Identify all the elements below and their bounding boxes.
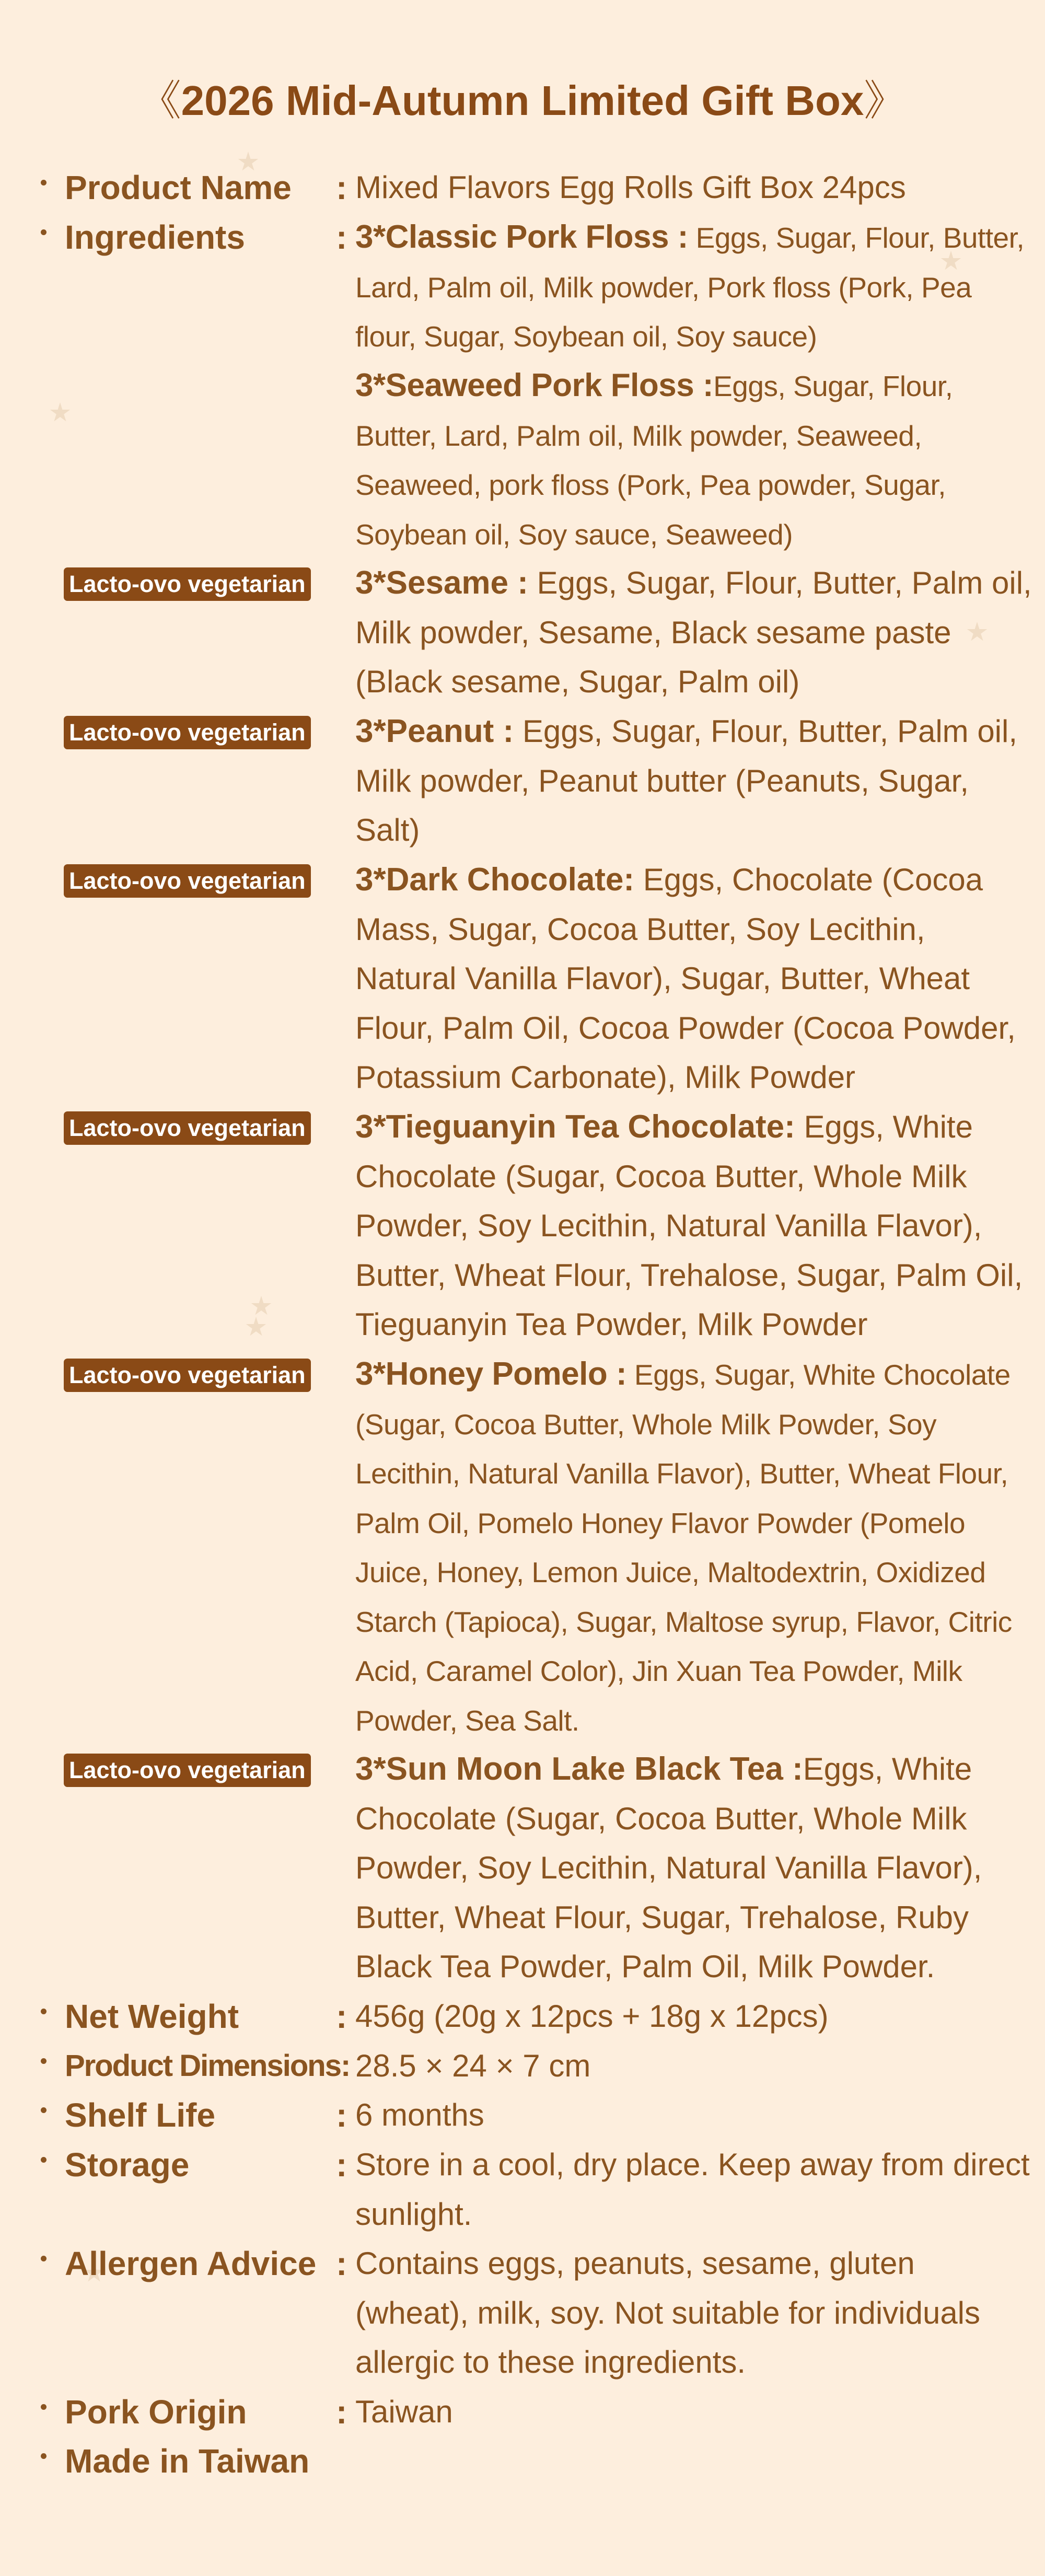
ingredient-name: 3*Sesame : xyxy=(355,565,528,601)
bullet-icon xyxy=(41,180,47,185)
bullet-icon xyxy=(41,2009,47,2014)
shelf-life-value: 6 months xyxy=(355,2097,484,2132)
ingredient-text: Eggs, Sugar, Flour, Butter, Palm oil, Milk powder, Sesame, Black sesame paste (Black sesame, Sugar, Palm oil) xyxy=(355,565,1032,699)
title-text: 2026 Mid-Autumn Limited Gift Box xyxy=(181,77,864,124)
colon: : xyxy=(336,2393,347,2431)
ingredient-text: Eggs, Sugar, White Chocolate (Sugar, Cocoa Butter, Whole Milk Powder, Soy Lecithin, Natural Vanilla Flavor), Butter, Wheat Flour, Palm Oil, Pomelo Honey Flavor Powder (Pomelo Juice, Honey, Lemon Juice, Maltodextrin, Oxidized Starch (Tapioca), Sugar, Maltose syrup, Flavor, Citric Acid, Caramel Color), Jin Xuan Tea Powder, Milk Powder, Sea Salt. xyxy=(355,1359,1012,1737)
ingredient-text: Eggs, Sugar, Flour, Butter, Lard, Palm oil, Milk powder, Pork floss (Pork, Pea flour, Sugar, Soybean oil, Soy sauce) xyxy=(355,222,1025,353)
bullet-icon xyxy=(41,2256,47,2261)
storage-label: Storage xyxy=(65,2146,190,2184)
bullet-icon xyxy=(41,229,47,235)
ingredient-name: 3*Honey Pomelo : xyxy=(355,1356,627,1392)
vegetarian-badge: Lacto-ovo vegetarian xyxy=(64,1754,311,1787)
bullet-icon xyxy=(41,2404,47,2410)
title-close-bracket: 》 xyxy=(864,77,906,124)
ingredient-honey-pomelo xyxy=(355,1350,1035,1745)
ingredient-sun-moon-lake-black-tea xyxy=(355,1745,1035,1992)
vegetarian-badge: Lacto-ovo vegetarian xyxy=(64,1359,311,1392)
storage-value: Store in a cool, dry place. Keep away from direct sunlight. xyxy=(355,2147,1030,2232)
shelf-life-label: Shelf Life xyxy=(65,2096,216,2134)
dimensions-value: 28.5 × 24 × 7 cm xyxy=(355,2048,591,2083)
made-in-label: Made in Taiwan xyxy=(65,2442,310,2480)
colon: : xyxy=(336,2146,347,2184)
ingredient-classic-pork-floss xyxy=(355,213,1035,362)
ingredient-text: Eggs, White Chocolate (Sugar, Cocoa Butter, Whole Milk Powder, Soy Lecithin, Natural Vanilla Flavor), Butter, Wheat Flour, Trehalose, Sugar, Palm Oil, Tieguanyin Tea Powder, Milk Powder xyxy=(355,1109,1023,1342)
ingredient-dark-chocolate xyxy=(355,855,1035,1103)
ingredient-text: Eggs, Sugar, Flour, Butter, Palm oil, Milk powder, Peanut butter (Peanuts, Sugar, Salt) xyxy=(355,714,1018,848)
ingredient-name: 3*Seaweed Pork Floss : xyxy=(355,367,714,403)
pork-origin-label: Pork Origin xyxy=(65,2393,247,2431)
product-name-value: Mixed Flavors Egg Rolls Gift Box 24pcs xyxy=(355,170,906,205)
ingredient-seaweed-pork-floss xyxy=(355,361,1035,559)
bullet-icon xyxy=(41,2157,47,2163)
bullet-icon xyxy=(41,2107,47,2113)
ingredient-peanut xyxy=(355,707,1035,855)
vegetarian-badge: Lacto-ovo vegetarian xyxy=(64,864,311,898)
dimensions-label: Product Dimensions: xyxy=(65,2049,350,2083)
net-weight-label: Net Weight xyxy=(65,1998,239,2035)
ingredient-name: 3*Tieguanyin Tea Chocolate: xyxy=(355,1109,795,1145)
vegetarian-badge: Lacto-ovo vegetarian xyxy=(64,1111,311,1145)
ingredient-name: 3*Dark Chocolate: xyxy=(355,862,635,898)
net-weight-value: 456g (20g x 12pcs + 18g x 12pcs) xyxy=(355,1999,829,2034)
vegetarian-badge: Lacto-ovo vegetarian xyxy=(64,716,311,749)
bullet-icon xyxy=(41,2058,47,2064)
bullet-icon xyxy=(41,2453,47,2459)
ingredient-tieguanyin-tea-chocolate xyxy=(355,1103,1035,1350)
page-title xyxy=(0,67,1045,127)
vegetarian-badge: Lacto-ovo vegetarian xyxy=(64,567,311,601)
ingredient-text: Eggs, Sugar, Flour, Butter, Lard, Palm oil, Milk powder, Seaweed, Seaweed, pork floss (Pork, Pea powder, Sugar, Soybean oil, Soy sauce, Seaweed) xyxy=(355,370,953,551)
background-star-icon xyxy=(251,1296,272,1317)
ingredient-name: 3*Sun Moon Lake Black Tea : xyxy=(355,1751,803,1787)
allergen-label: Allergen Advice xyxy=(65,2245,317,2282)
product-name-label: Product Name xyxy=(65,169,292,206)
ingredient-text: Eggs, Chocolate (Cocoa Mass, Sugar, Cocoa Butter, Soy Lecithin, Natural Vanilla Flavor), Sugar, Butter, Wheat Flour, Palm Oil, Cocoa Powder (Cocoa Powder, Potassium Carbonate), Milk Powder xyxy=(355,862,1016,1095)
ingredients-label: Ingredients xyxy=(65,218,245,256)
ingredient-sesame xyxy=(355,559,1035,707)
colon: : xyxy=(336,1998,347,2035)
ingredient-text: Eggs, White Chocolate (Sugar, Cocoa Butter, Whole Milk Powder, Soy Lecithin, Natural Vanilla Flavor), Butter, Wheat Flour, Sugar, Trehalose, Ruby Black Tea Powder, Palm Oil, Milk Powder. xyxy=(355,1751,982,1984)
pork-origin-value: Taiwan xyxy=(355,2394,453,2429)
colon: : xyxy=(336,169,347,206)
background-star-icon xyxy=(50,402,71,423)
colon: : xyxy=(336,2096,347,2134)
background-star-icon xyxy=(246,1317,266,1338)
title-open-bracket: 《 xyxy=(139,77,181,124)
ingredient-name: 3*Peanut : xyxy=(355,713,514,749)
colon: : xyxy=(336,218,347,256)
allergen-value: Contains eggs, peanuts, sesame, gluten (wheat), milk, soy. Not suitable for individuals allergic to these ingredients. xyxy=(355,2246,981,2380)
colon: : xyxy=(336,2245,347,2282)
ingredient-name: 3*Classic Pork Floss : xyxy=(355,219,688,255)
